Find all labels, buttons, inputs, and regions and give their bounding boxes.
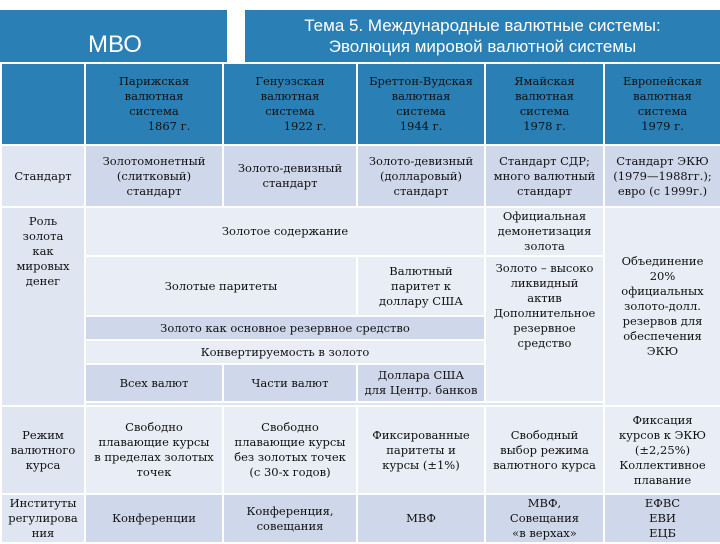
demon-l3: золота	[524, 239, 565, 253]
ecu-l4: золото-долл.	[624, 299, 701, 313]
gold-lbl-l5: денег	[25, 274, 61, 288]
usd-l2: для Центр. банков	[364, 383, 478, 397]
inst-c5-l2: ЕВИ	[649, 511, 676, 525]
col5-line4: 1979 г.	[641, 119, 684, 133]
std-c4-l1: Стандарт СДР;	[499, 153, 590, 168]
reg-lbl-l3: курса	[25, 457, 61, 472]
reg-c3-l1: Фиксированные	[372, 427, 470, 442]
reg-c2-l1: Свободно	[261, 420, 319, 434]
row-label-gold-role	[1, 207, 85, 406]
std-c1-l1: Золотомонетный	[102, 153, 206, 168]
inst-lbl-l2: регулирова	[8, 511, 78, 525]
reg-c1-l2: плавающие курсы	[98, 435, 210, 449]
row-institutions	[1, 494, 720, 543]
std-c4-l3: стандарт	[517, 183, 572, 198]
inst-lbl-l1: Институты	[9, 496, 77, 510]
col1-line3: система	[129, 104, 179, 118]
col4-line3: система	[519, 104, 570, 118]
row-label-regime	[1, 406, 85, 494]
col1-line2: валютная	[124, 89, 184, 103]
gold-lbl-l2: золота	[22, 229, 64, 243]
dollar-parity-cell	[357, 256, 485, 316]
reg-c1-l4: точек	[136, 465, 172, 479]
header-row	[1, 63, 720, 145]
reg-c1-l1: Свободно	[125, 420, 183, 434]
mbo-label: МВО	[88, 31, 142, 58]
inst-c5-l1: ЕФВС	[644, 496, 681, 510]
col-header-genoa	[223, 63, 357, 145]
institutions-paris: Конференции	[85, 494, 223, 543]
reg-c4-l3: валютного курса	[493, 457, 596, 472]
std-c5-l3: евро (с 1999г.)	[617, 183, 708, 198]
institutions-jamaica	[485, 494, 604, 543]
col3-line1: Бреттон-Вудская	[369, 74, 473, 88]
inst-c4-l1: МВФ,	[527, 496, 562, 510]
dparity-l1: Валютный	[389, 263, 453, 278]
row-gold-content	[1, 207, 720, 256]
regime-paris	[85, 406, 223, 494]
inst-c5-l3: ЕЦБ	[649, 526, 676, 540]
ecu-l6: обеспечения	[623, 329, 702, 343]
inst-c2-l1: Конференция,	[246, 503, 334, 518]
usd-banks-cell	[357, 364, 485, 402]
gold-lbl-l1: Роль	[28, 214, 58, 228]
liq-l4: Дополнительное	[493, 306, 596, 320]
reg-c4-l2: выбор режима	[500, 442, 589, 457]
institutions-european	[604, 494, 720, 543]
row-label-standard: Стандарт	[1, 145, 85, 207]
inst-lbl-l3: ния	[31, 526, 55, 540]
col2-line1: Генуэзская	[255, 74, 325, 88]
std-c2-l2: стандарт	[262, 176, 318, 190]
ecu-l3: официальных	[621, 284, 704, 298]
std-c5-l2: (1979—1988гг.);	[613, 168, 712, 183]
std-c1-l3: стандарт	[126, 183, 182, 198]
col-header-european	[604, 63, 720, 145]
ecu-l2: 20%	[649, 269, 676, 283]
reserve-cell: Золото как основное резервное средство	[85, 316, 485, 340]
header-corner	[1, 63, 85, 145]
regime-genoa	[223, 406, 357, 494]
col-header-jamaica	[485, 63, 604, 145]
liquid-asset-cell	[485, 256, 604, 402]
reg-c3-l2: паритеты и	[386, 442, 456, 457]
std-c3-l2: (долларовый)	[379, 168, 463, 183]
reg-c4-l1: Свободный	[510, 427, 579, 442]
col4-line4: 1978 г.	[523, 119, 566, 133]
standard-paris	[85, 145, 223, 207]
standard-jamaica	[485, 145, 604, 207]
col-header-bretton-woods	[357, 63, 485, 145]
slide-topic-title	[245, 10, 720, 62]
reg-lbl-l2: валютного	[10, 442, 76, 457]
convertibility-cell: Конвертируемость в золото	[85, 340, 485, 364]
col1-line4: 1867 г.	[147, 119, 191, 133]
gold-lbl-l3: как	[32, 244, 54, 258]
reg-c5-l3: (±2,25%)	[634, 442, 691, 457]
std-c5-l1: Стандарт ЭКЮ	[616, 153, 709, 168]
reg-c1-l3: в пределах золотых	[94, 450, 214, 464]
liq-l3: актив	[527, 291, 562, 305]
demon-l1: Официальная	[502, 209, 587, 223]
reg-c5-l2: курсов к ЭКЮ	[618, 427, 707, 442]
col4-line2: валютная	[515, 89, 574, 103]
regime-european	[604, 406, 720, 494]
slide-left-title	[0, 10, 227, 62]
liq-l1: Золото – высоко	[495, 261, 594, 275]
liq-l2: ликвидный	[510, 276, 579, 290]
ecu-pool-cell	[604, 207, 720, 406]
demonetization-cell	[485, 207, 604, 256]
inst-c4-l3: «в верхах»	[512, 526, 577, 540]
topic-line-1: Тема 5. Международные валютные системы:	[304, 16, 661, 35]
std-c1-l2: (слитковый)	[116, 168, 192, 183]
col4-line1: Ямайская	[514, 74, 575, 88]
liq-l6: средство	[517, 336, 572, 350]
col1-line1: Парижская	[118, 74, 190, 88]
topic-line-2: Эволюция мировой валютной системы	[328, 37, 637, 56]
col3-line3: система	[396, 104, 446, 118]
part-currencies-cell: Части валют	[223, 364, 357, 402]
evolution-table	[0, 62, 720, 544]
reg-c2-l2: плавающие курсы	[234, 435, 346, 449]
gold-content-cell: Золотое содержание	[85, 207, 485, 256]
dparity-l2: паритет к	[391, 278, 451, 293]
col2-line4: 1922 г.	[283, 119, 327, 133]
row-standard	[1, 145, 720, 207]
col-header-paris	[85, 63, 223, 145]
std-c4-l2: много валютный	[493, 168, 596, 183]
regime-bretton-woods	[357, 406, 485, 494]
col3-line4: 1944 г.	[399, 119, 443, 133]
inst-c2-l2: совещания	[256, 518, 324, 533]
ecu-l1: Объединение	[621, 254, 704, 268]
regime-jamaica	[485, 406, 604, 494]
std-c3-l3: стандарт	[393, 183, 449, 198]
gold-lbl-l4: мировых	[16, 259, 70, 273]
standard-bretton-woods	[357, 145, 485, 207]
col3-line2: валютная	[391, 89, 451, 103]
ecu-l5: резервов для	[622, 314, 703, 328]
all-currencies-cell: Всех валют	[85, 364, 223, 402]
usd-l1: Доллара США	[377, 368, 465, 382]
std-c3-l1: Золото-девизный	[368, 153, 474, 168]
std-c2-l1: Золото-девизный	[237, 161, 343, 175]
institutions-bretton-woods: МВФ	[357, 494, 485, 543]
reg-c5-l1: Фиксация	[632, 412, 693, 427]
institutions-genoa	[223, 494, 357, 543]
row-regime	[1, 406, 720, 494]
col5-line1: Европейская	[622, 74, 703, 88]
col2-line3: система	[265, 104, 315, 118]
dparity-l3: доллару США	[379, 293, 463, 308]
reg-c2-l3: без золотых точек	[234, 450, 346, 464]
col5-line2: валютная	[633, 89, 692, 103]
reg-c5-l5: плавание	[633, 472, 692, 487]
reg-c5-l4: Коллективное	[619, 457, 706, 472]
reg-c3-l3: курсы (±1%)	[382, 457, 460, 472]
reg-lbl-l1: Режим	[22, 427, 64, 442]
gold-parities-cell: Золотые паритеты	[85, 256, 357, 316]
row-label-institutions	[1, 494, 85, 543]
standard-european	[604, 145, 720, 207]
liq-l5: резервное	[513, 321, 576, 335]
ecu-l7: ЭКЮ	[646, 344, 679, 358]
demon-l2: демонетизация	[497, 224, 592, 238]
inst-c4-l2: Совещания	[509, 511, 580, 525]
col2-line2: валютная	[260, 89, 320, 103]
col5-line3: система	[637, 104, 688, 118]
reg-c2-l4: (с 30-х годов)	[249, 465, 331, 479]
standard-genoa	[223, 145, 357, 207]
